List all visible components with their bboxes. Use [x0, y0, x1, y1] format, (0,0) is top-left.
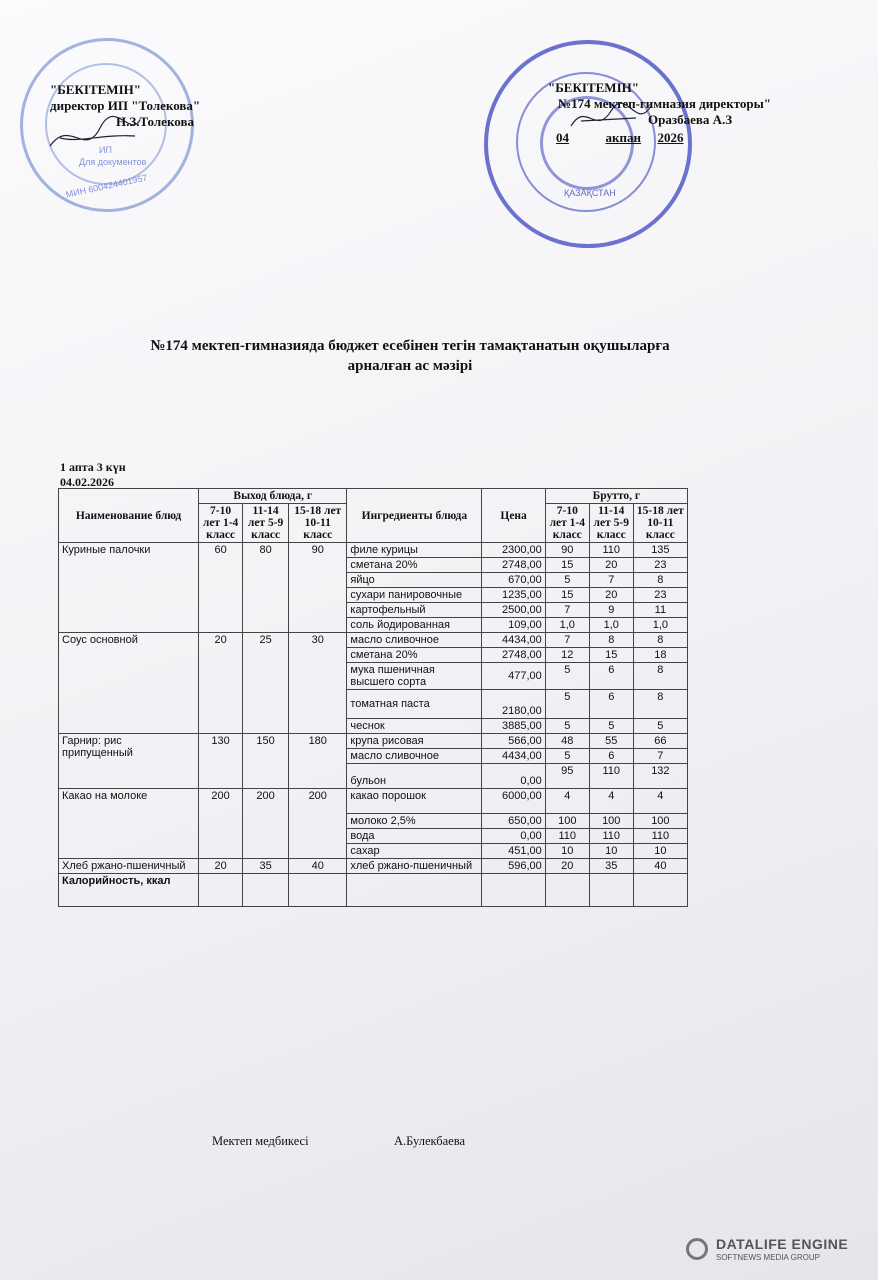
brutto: 9: [589, 603, 633, 618]
dish-output: 35: [243, 859, 289, 874]
ingredient: масло сливочное: [347, 749, 482, 764]
header-brutto-col: 7-10 лет 1-4 класс: [545, 504, 589, 543]
ingredient: картофельный: [347, 603, 482, 618]
brutto: 18: [633, 648, 687, 663]
brutto: 135: [633, 543, 687, 558]
footer-person: А.Булекбаева: [394, 1134, 466, 1148]
dish-output: 130: [199, 734, 243, 789]
page-title: [60, 336, 760, 376]
dish-output: 180: [289, 734, 347, 789]
empty-cell: [545, 874, 589, 907]
brutto: 100: [633, 814, 687, 829]
header-brutto-col: 15-18 лет 10-11 класс: [633, 504, 687, 543]
price: 4434,00: [482, 749, 545, 764]
empty-cell: [589, 874, 633, 907]
header-name: Наименование блюд: [59, 489, 199, 543]
ingredient: сахар: [347, 844, 482, 859]
brutto: 23: [633, 588, 687, 603]
brutto: 7: [589, 573, 633, 588]
price: 650,00: [482, 814, 545, 829]
brutto: 7: [633, 749, 687, 764]
stamp-right-text: ҚАЗАҚСТАН: [564, 188, 616, 198]
ingredient: масло сливочное: [347, 633, 482, 648]
table-row: [59, 859, 688, 874]
approval-right-name: Оразбаева А.З: [648, 112, 733, 127]
brutto: 1,0: [589, 618, 633, 633]
brutto: 10: [589, 844, 633, 859]
price: 0,00: [482, 764, 545, 789]
dish-name: Хлеб ржано-пшеничный: [59, 859, 199, 874]
calories-row: [59, 874, 688, 907]
ingredient: томатная паста: [347, 690, 482, 719]
price: 6000,00: [482, 789, 545, 814]
brutto: 40: [633, 859, 687, 874]
brutto: 35: [589, 859, 633, 874]
stamp-left-text-bin: МИН 600424401957: [64, 172, 149, 200]
week-day: 1 апта 3 күн: [60, 460, 126, 474]
dish-output: 200: [289, 789, 347, 859]
brutto: 15: [589, 648, 633, 663]
dish-output: 40: [289, 859, 347, 874]
dish-output: 20: [199, 859, 243, 874]
brutto: 8: [633, 633, 687, 648]
header-output-col: 7-10 лет 1-4 класс: [199, 504, 243, 543]
brutto: 20: [589, 588, 633, 603]
dish-output: 150: [243, 734, 289, 789]
ingredient: чеснок: [347, 719, 482, 734]
table-row: [59, 543, 688, 558]
brutto: 110: [545, 829, 589, 844]
empty-cell: [633, 874, 687, 907]
brutto: 20: [545, 859, 589, 874]
brutto: 1,0: [545, 618, 589, 633]
brutto: 4: [633, 789, 687, 814]
empty-cell: [482, 874, 545, 907]
dish-output: 200: [199, 789, 243, 859]
brutto: 11: [633, 603, 687, 618]
price: 2500,00: [482, 603, 545, 618]
table-row: [59, 734, 688, 749]
dish-name: Куриные палочки: [59, 543, 199, 633]
brutto: 90: [545, 543, 589, 558]
menu-day-info: [60, 460, 126, 490]
brutto: 8: [633, 663, 687, 690]
date-month: акпан: [605, 130, 641, 145]
header-brutto-col: 11-14 лет 5-9 класс: [589, 504, 633, 543]
brutto: 20: [589, 558, 633, 573]
empty-cell: [199, 874, 243, 907]
header-brutto: Брутто, г: [545, 489, 687, 504]
stamp-left-text-ip: ИП: [99, 145, 112, 155]
brutto: 55: [589, 734, 633, 749]
price: 2180,00: [482, 690, 545, 719]
price: 670,00: [482, 573, 545, 588]
footer-role: Мектеп медбикесі: [212, 1134, 309, 1148]
brutto: 5: [545, 690, 589, 719]
price: 451,00: [482, 844, 545, 859]
brutto: 8: [633, 690, 687, 719]
signature-left-icon: [40, 108, 150, 158]
brutto: 110: [589, 829, 633, 844]
brutto: 132: [633, 764, 687, 789]
menu-table: [58, 488, 688, 907]
dish-output: 30: [289, 633, 347, 734]
dish-output: 200: [243, 789, 289, 859]
stamp-left-text: Для документов: [79, 157, 147, 167]
brutto: 100: [545, 814, 589, 829]
empty-cell: [347, 874, 482, 907]
brutto: 7: [545, 633, 589, 648]
dish-output: 60: [199, 543, 243, 633]
header-ingredients: Ингредиенты блюда: [347, 489, 482, 543]
empty-cell: [289, 874, 347, 907]
header-output-col: 15-18 лет 10-11 класс: [289, 504, 347, 543]
signature-right-icon: [566, 96, 656, 140]
brutto: 95: [545, 764, 589, 789]
ingredient: хлеб ржано-пшеничный: [347, 859, 482, 874]
brutto: 6: [589, 749, 633, 764]
dish-output: 25: [243, 633, 289, 734]
price: 109,00: [482, 618, 545, 633]
title-line1: №174 мектеп-гимназияда бюджет есебінен тегін тамақтанатын оқушыларға: [150, 338, 670, 354]
header-output-col: 11-14 лет 5-9 класс: [243, 504, 289, 543]
dish-name: Соус основной: [59, 633, 199, 734]
brutto: 5: [545, 719, 589, 734]
brutto: 23: [633, 558, 687, 573]
approval-right-title: "БЕКІТЕМІН": [548, 80, 639, 95]
ingredient: бульон: [347, 764, 482, 789]
price: 3885,00: [482, 719, 545, 734]
brutto: 110: [633, 829, 687, 844]
brutto: 5: [545, 573, 589, 588]
price: 566,00: [482, 734, 545, 749]
dish-output: 80: [243, 543, 289, 633]
dish-output: 90: [289, 543, 347, 633]
brutto: 66: [633, 734, 687, 749]
ingredient: молоко 2,5%: [347, 814, 482, 829]
brutto: 6: [589, 690, 633, 719]
table-row: [59, 633, 688, 648]
price: 596,00: [482, 859, 545, 874]
brutto: 4: [545, 789, 589, 814]
brutto: 5: [545, 749, 589, 764]
dish-name: Гарнир: рис припущенный: [59, 734, 199, 789]
brutto: 8: [633, 573, 687, 588]
brutto: 10: [633, 844, 687, 859]
brutto: 4: [589, 789, 633, 814]
price: 2748,00: [482, 558, 545, 573]
approval-right-position: №174 мектеп-гимназия директоры": [558, 96, 772, 111]
brutto: 7: [545, 603, 589, 618]
empty-cell: [243, 874, 289, 907]
price: 477,00: [482, 663, 545, 690]
ingredient: филе курицы: [347, 543, 482, 558]
price: 4434,00: [482, 633, 545, 648]
brutto: 12: [545, 648, 589, 663]
approval-left-position: директор ИП "Толекова": [50, 98, 201, 113]
price: 0,00: [482, 829, 545, 844]
menu-date: 04.02.2026: [60, 475, 114, 489]
brutto: 5: [589, 719, 633, 734]
brutto: 1,0: [633, 618, 687, 633]
approval-left-name: Н.З.Толекова: [116, 114, 194, 129]
brutto: 6: [589, 663, 633, 690]
ingredient: крупа рисовая: [347, 734, 482, 749]
price: 2748,00: [482, 648, 545, 663]
watermark-sub: SOFTNEWS MEDIA GROUP: [716, 1253, 821, 1262]
brutto: 8: [589, 633, 633, 648]
ingredient: какао порошок: [347, 789, 482, 814]
ingredient: мука пшеничная высшего сорта: [347, 663, 482, 690]
brutto: 48: [545, 734, 589, 749]
ingredient: сметана 20%: [347, 648, 482, 663]
date-year: 2026: [657, 130, 684, 145]
datalife-logo-icon: [686, 1238, 708, 1260]
header-output: Выход блюда, г: [199, 489, 347, 504]
price: 1235,00: [482, 588, 545, 603]
price: 2300,00: [482, 543, 545, 558]
header-price: Цена: [482, 489, 545, 543]
calories-label: Калорийность, ккал: [59, 874, 199, 907]
dish-name: Какао на молоке: [59, 789, 199, 859]
table-row: [59, 789, 688, 814]
dish-output: 20: [199, 633, 243, 734]
brutto: 10: [545, 844, 589, 859]
brutto: 5: [633, 719, 687, 734]
ingredient: яйцо: [347, 573, 482, 588]
date-day: 04: [556, 130, 569, 145]
brutto: 110: [589, 543, 633, 558]
brutto: 5: [545, 663, 589, 690]
approval-left-title: "БЕКІТЕМІН": [50, 82, 141, 97]
brutto: 15: [545, 558, 589, 573]
ingredient: соль йодированная: [347, 618, 482, 633]
watermark-brand: DATALIFE ENGINE: [716, 1236, 849, 1252]
ingredient: вода: [347, 829, 482, 844]
title-line2: арналған ас мәзірі: [347, 358, 473, 374]
brutto: 110: [589, 764, 633, 789]
brutto: 15: [545, 588, 589, 603]
ingredient: сметана 20%: [347, 558, 482, 573]
ingredient: сухари панировочные: [347, 588, 482, 603]
brutto: 100: [589, 814, 633, 829]
